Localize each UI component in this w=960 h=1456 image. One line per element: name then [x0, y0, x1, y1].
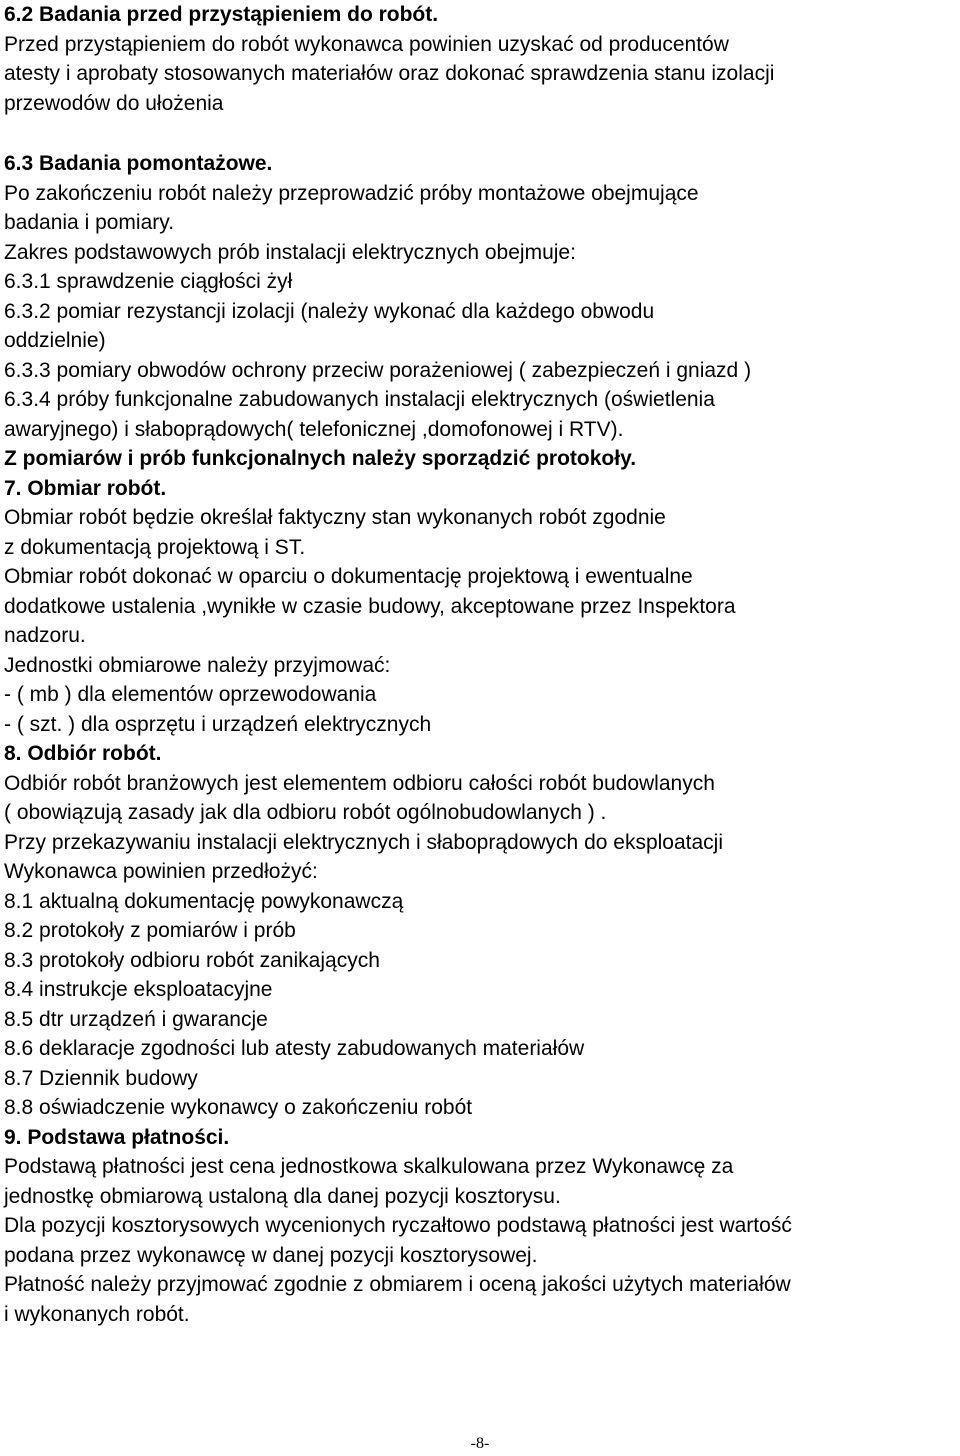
paragraph-line: Płatność należy przyjmować zgodnie z obmiarem i oceną jakości użytych materiałów	[4, 1273, 791, 1296]
page-number: -8-	[470, 1435, 490, 1452]
document-page	[4, 0, 956, 1329]
list-item: 6.3.3 pomiary obwodów ochrony przeciw porażeniowej ( zabezpieczeń i gniazd )	[4, 358, 752, 382]
paragraph-line: Obmiar robót będzie określał faktyczny stan wykonanych robót zgodnie	[4, 506, 666, 529]
paragraph-line: dodatkowe ustalenia ,wynikłe w czasie budowy, akceptowane przez Inspektora	[4, 594, 736, 618]
paragraph-line: podana przez wykonawcę w danej pozycji kosztorysowej.	[4, 1243, 538, 1267]
paragraph-line: Przy przekazywaniu instalacji elektrycznych i słaboprądowych do eksploatacji	[4, 830, 723, 854]
list-item: 8.8 oświadczenie wykonawcy o zakończeniu robót	[4, 1096, 473, 1119]
paragraph-line: Jednostki obmiarowe należy przyjmować:	[4, 653, 391, 677]
paragraph-line: nadzoru.	[4, 624, 86, 647]
paragraph-line: Dla pozycji kosztorysowych wycenionych ryczałtowo podstawą płatności jest wartość	[4, 1214, 792, 1237]
paragraph-line: ( obowiązują zasady jak dla odbioru robót ogólnobudowlanych ) .	[4, 801, 607, 824]
paragraph-line: i wykonanych robót.	[4, 1302, 190, 1326]
list-item: awaryjnego) i słaboprądowych( telefonicznej ,domofonowej i RTV).	[4, 417, 624, 441]
list-item: 8.5 dtr urządzeń i gwarancje	[4, 1007, 268, 1031]
paragraph-line: przewodów do ułożenia	[4, 91, 224, 115]
paragraph-line: Podstawą płatności jest cena jednostkowa skalkulowana przez Wykonawcę za	[4, 1155, 734, 1178]
heading-8: 8. Odbiór robót.	[4, 742, 162, 765]
heading-6-2: 6.2 Badania przed przystąpieniem do robót.	[4, 3, 439, 26]
paragraph-line: Po zakończeniu robót należy przeprowadzić próby montażowe obejmujące	[4, 181, 699, 205]
list-item: 6.3.1 sprawdzenie ciągłości żył	[4, 270, 293, 293]
list-item: 6.3.2 pomiar rezystancji izolacji (należy wykonać dla każdego obwodu	[4, 299, 655, 323]
heading-6-3: 6.3 Badania pomontażowe.	[4, 152, 273, 175]
list-item: 8.2 protokoły z pomiarów i prób	[4, 919, 296, 942]
paragraph-line: Przed przystąpieniem do robót wykonawca powinien uzyskać od producentów	[4, 32, 729, 56]
paragraph-line: atesty i aprobaty stosowanych materiałów oraz dokonać sprawdzenia stanu izolacji	[4, 62, 775, 85]
paragraph-line: Obmiar robót dokonać w oparciu o dokumentację projektową i ewentualne	[4, 565, 693, 588]
protocols-note: Z pomiarów i prób funkcjonalnych należy sporządzić protokoły.	[4, 447, 637, 470]
spacer	[4, 118, 956, 149]
paragraph-line: z dokumentacją projektową i ST.	[4, 535, 306, 559]
list-item: 6.3.4 próby funkcjonalne zabudowanych instalacji elektrycznych (oświetlenia	[4, 388, 715, 411]
list-item: oddzielnie)	[4, 329, 106, 352]
paragraph-line: badania i pomiary.	[4, 211, 175, 234]
list-item: - ( mb ) dla elementów oprzewodowania	[4, 683, 377, 706]
heading-7: 7. Obmiar robót.	[4, 476, 167, 500]
paragraph-line: Wykonawca powinien przedłożyć:	[4, 860, 318, 883]
heading-9: 9. Podstawa płatności.	[4, 1125, 230, 1149]
list-item: - ( szt. ) dla osprzętu i urządzeń elektrycznych	[4, 712, 432, 736]
paragraph-line: Zakres podstawowych prób instalacji elektrycznych obejmuje:	[4, 240, 576, 264]
list-item: 8.7 Dziennik budowy	[4, 1066, 198, 1090]
list-item: 8.1 aktualną dokumentację powykonawczą	[4, 889, 404, 913]
list-item: 8.6 deklaracje zgodności lub atesty zabudowanych materiałów	[4, 1037, 585, 1060]
paragraph-line: jednostkę obmiarową ustaloną dla danej pozycji kosztorysu.	[4, 1184, 561, 1208]
list-item: 8.3 protokoły odbioru robót zanikających	[4, 948, 380, 972]
paragraph-line: Odbiór robót branżowych jest elementem odbioru całości robót budowlanych	[4, 771, 715, 795]
list-item: 8.4 instrukcje eksploatacyjne	[4, 978, 273, 1001]
